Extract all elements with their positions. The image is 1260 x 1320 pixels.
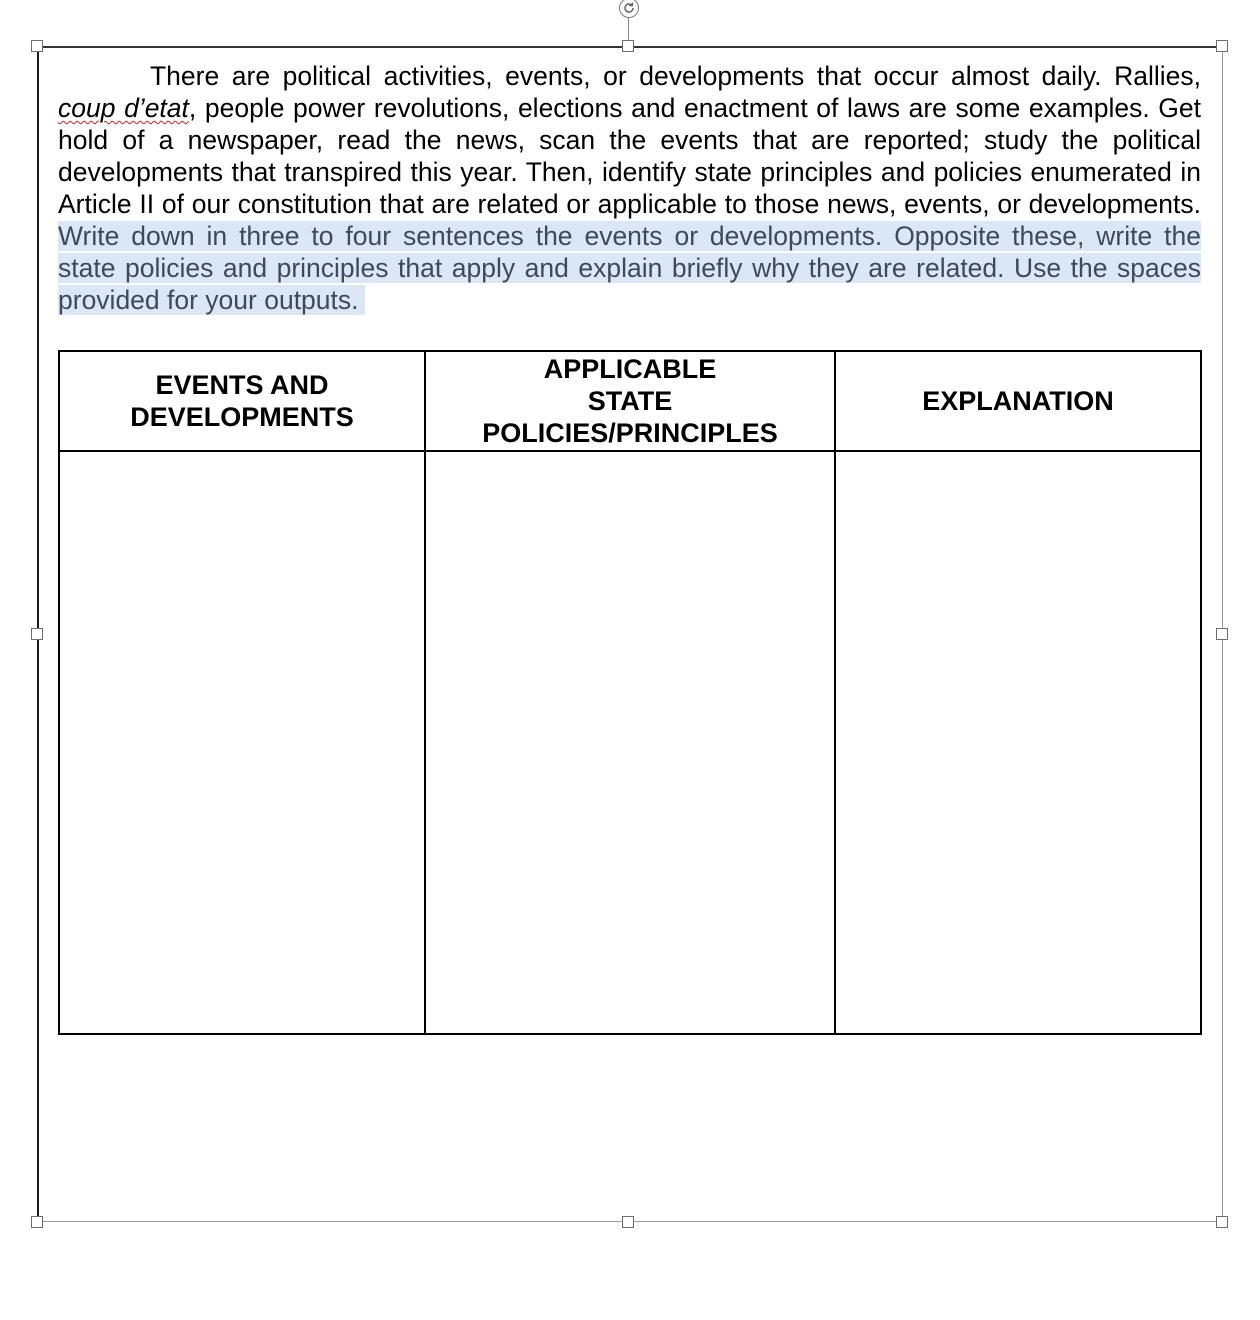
- explanation-cell[interactable]: [835, 451, 1201, 1034]
- instruction-paragraph[interactable]: [58, 60, 1201, 316]
- header-events-developments[interactable]: [59, 351, 425, 451]
- header-line: EVENTS AND: [155, 370, 329, 400]
- events-cell[interactable]: [59, 451, 425, 1034]
- resize-handle-bottom-icon[interactable]: [622, 1216, 634, 1228]
- header-line: STATE: [587, 386, 673, 416]
- selected-text[interactable]: Write down in three to four sentences the events or developments. Opposite these, write the state policies and principles that apply and explain briefly why they are related. Use the spaces provided for your outputs.: [58, 221, 1201, 315]
- header-line: EXPLANATION: [922, 386, 1114, 416]
- header-applicable-policies[interactable]: [425, 351, 835, 451]
- rotate-icon[interactable]: [619, 0, 639, 18]
- paragraph-intro: There are political activities, events, or developments that occur almost daily. Rallies,: [150, 61, 1201, 91]
- resize-handle-right-icon[interactable]: [1216, 628, 1228, 640]
- header-line: POLICIES/PRINCIPLES: [482, 418, 778, 448]
- resize-handle-left-icon[interactable]: [31, 628, 43, 640]
- resize-handle-top-left-icon[interactable]: [31, 40, 43, 52]
- table-header-row: [59, 351, 1201, 451]
- rotate-arrow-icon: [622, 1, 636, 15]
- activity-table: [58, 350, 1202, 1035]
- resize-handle-bottom-left-icon[interactable]: [31, 1216, 43, 1228]
- header-line: APPLICABLE: [543, 354, 717, 384]
- resize-handle-bottom-right-icon[interactable]: [1216, 1216, 1228, 1228]
- paragraph-middle: , people power revolutions, elections and enactment of laws are some examples. Get hold of a newspaper, read the news, scan the events that are reported; study the political developments that transpired this year. Then, identify state principles and policies enumerated in Article II of our constitution that are related or applicable to those news, events, or developments.: [58, 93, 1202, 219]
- rotate-handle-stem: [628, 16, 629, 40]
- table-row: [59, 451, 1201, 1034]
- header-explanation[interactable]: [835, 351, 1201, 451]
- header-line: DEVELOPMENTS: [130, 402, 354, 432]
- italic-term: coup d’etat: [58, 93, 189, 123]
- resize-handle-top-right-icon[interactable]: [1216, 40, 1228, 52]
- policies-cell[interactable]: [425, 451, 835, 1034]
- resize-handle-top-icon[interactable]: [622, 40, 634, 52]
